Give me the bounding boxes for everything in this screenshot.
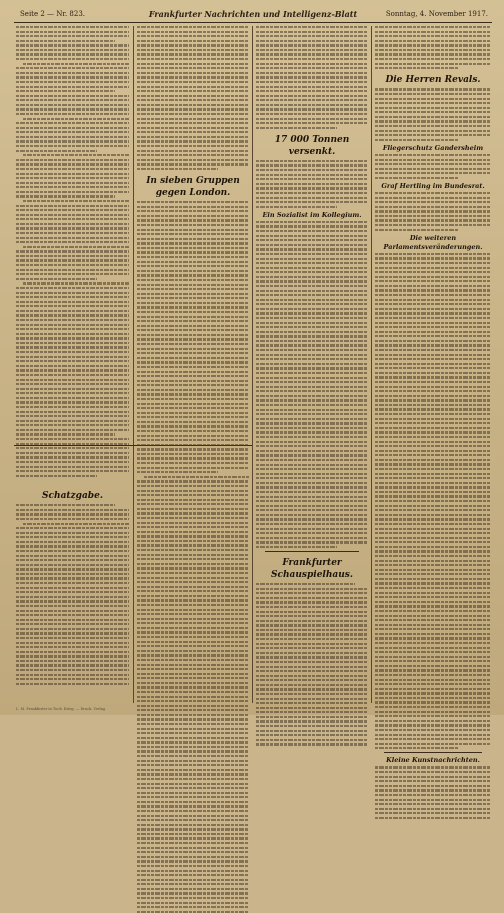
header-date: Sonntag, 4. November 1917.: [385, 10, 488, 18]
column-rule: [133, 26, 134, 703]
headline-graf-hertling: Graf Hertling im Bundesrat.: [381, 182, 485, 191]
column-rule: [252, 26, 253, 703]
article-body: [137, 26, 249, 170]
article-body: [16, 26, 129, 477]
headline-herren-revals: Die Herren Revals.: [385, 75, 481, 86]
article-body: [375, 766, 491, 819]
imprint-footer: L. M. Frankfurter in Tuch. Krieg. — Druck. Verlag.: [16, 707, 107, 711]
article-body: [375, 253, 491, 750]
headline-fliegerschutz: Fliegerschutz Gandersheim: [382, 143, 484, 152]
article-body: [256, 160, 368, 208]
article-separator: [384, 752, 481, 753]
article-body: [375, 192, 491, 231]
article-body: [375, 154, 491, 179]
column-3: [256, 26, 368, 703]
article-body: [256, 221, 368, 548]
headline-sieben-gruppen: In sieben Gruppen gegen London.: [146, 176, 240, 199]
article-body: [375, 88, 491, 141]
headline-sozialist: Ein Sozialist im Kollegium.: [262, 210, 362, 219]
header-masthead: Frankfurter Nachrichten und Intelligenz-Blatt: [148, 9, 358, 19]
column-4: [375, 26, 491, 765]
article-body: [256, 583, 368, 745]
article-body: [137, 201, 249, 913]
page-header: [14, 8, 492, 23]
headline-tonnen-versenkt: 17 000 Tonnen versenkt.: [274, 134, 350, 157]
column-1: [16, 26, 129, 703]
article-body: [375, 26, 491, 69]
article-body: [256, 26, 368, 129]
headline-schatzgabe: Schatzgabe.: [42, 491, 103, 502]
article-separator: [265, 551, 359, 552]
header-page-number: Seite 2 — Nr. 823.: [20, 10, 85, 18]
headline-schauspielhaus: Frankfurter Schauspielhaus.: [271, 558, 353, 581]
headline-parlamentsveraenderungen: Die weiteren Parlamentsveränderungen.: [383, 233, 483, 251]
article-body: [16, 504, 129, 685]
column-2: [137, 26, 249, 703]
headline-kunstnachrichten: Kleine Kunstnachrichten.: [386, 756, 480, 765]
column-rule: [371, 26, 372, 703]
